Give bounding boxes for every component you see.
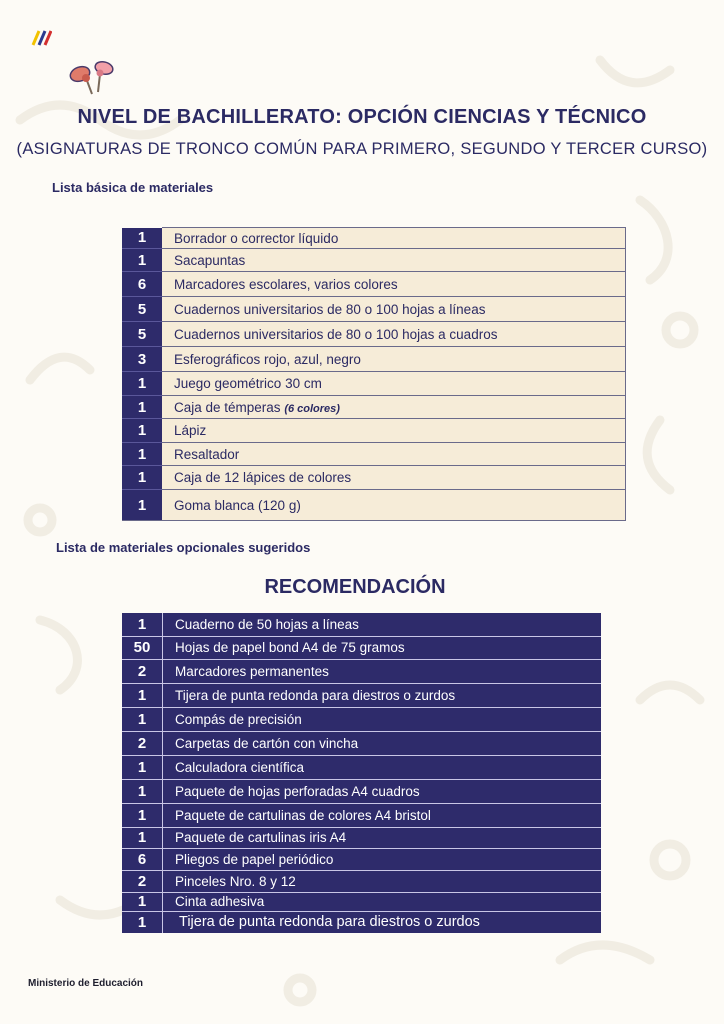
table-row [122, 272, 626, 297]
item-cell: Tijera de punta redonda para diestros o zurdos [163, 683, 602, 707]
quantity-cell: 2 [122, 731, 163, 755]
item-cell [162, 297, 626, 322]
quantity-cell: 3 [122, 347, 162, 372]
table-row [122, 683, 601, 707]
item-cell: Pinceles Nro. 8 y 12 [163, 870, 602, 892]
table-row [122, 419, 626, 443]
item-text: Marcadores escolares, varios colores [174, 276, 398, 292]
page-title: NIVEL DE BACHILLERATO: OPCIÓN CIENCIAS Y TÉCNICO [77, 106, 647, 128]
item-cell [162, 372, 626, 396]
quantity-cell: 1 [122, 613, 163, 636]
quantity-cell: 1 [122, 827, 163, 848]
item-cell [162, 443, 626, 466]
item-cell: Marcadores permanentes [163, 659, 602, 683]
table-row [122, 466, 626, 490]
table-row [122, 297, 626, 322]
item-cell [162, 272, 626, 297]
item-cell [162, 347, 626, 372]
item-text: Juego geométrico 30 cm [174, 376, 322, 391]
item-cell [162, 249, 626, 272]
table-row [122, 803, 601, 827]
item-text: Caja de témperas [174, 399, 281, 415]
item-text: Lápiz [174, 423, 207, 438]
item-cell [162, 396, 626, 419]
item-text: Resaltador [174, 446, 240, 462]
quantity-cell: 5 [122, 322, 162, 347]
quantity-cell: 1 [122, 911, 163, 933]
table-row [122, 636, 601, 659]
quantity-cell: 6 [122, 848, 163, 870]
quantity-cell: 1 [122, 466, 162, 490]
quantity-cell: 1 [122, 396, 162, 419]
item-cell [162, 466, 626, 490]
item-note: (6 colores) [284, 402, 340, 415]
optional-materials-table [122, 613, 601, 933]
item-text: Caja de 12 lápices de colores [174, 470, 352, 485]
item-cell [162, 322, 626, 347]
item-text: Sacapuntas [174, 252, 246, 268]
quantity-cell: 1 [122, 683, 163, 707]
item-cell: Calculadora científica [163, 755, 602, 779]
quantity-cell: 1 [122, 779, 163, 803]
item-text: Goma blanca (120 g) [174, 497, 301, 513]
quantity-cell: 1 [122, 419, 162, 443]
table-row [122, 892, 601, 911]
item-cell: Cinta adhesiva [163, 892, 602, 911]
item-cell: Hojas de papel bond A4 de 75 gramos [163, 636, 602, 659]
item-cell [162, 490, 626, 521]
basic-list-heading: Lista básica de materiales [52, 180, 214, 195]
quantity-cell: 50 [122, 636, 163, 659]
table-row [122, 659, 601, 683]
item-cell: Compás de precisión [163, 707, 602, 731]
table-row [122, 827, 601, 848]
table-row [122, 731, 601, 755]
quantity-cell: 6 [122, 272, 162, 297]
item-cell [162, 419, 626, 443]
table-row [122, 707, 601, 731]
table-row [122, 911, 601, 933]
item-text: Esferográficos rojo, azul, negro [174, 351, 361, 367]
page-subtitle: (ASIGNATURAS DE TRONCO COMÚN PARA PRIMERO, SEGUNDO Y TERCER CURSO) [16, 140, 708, 158]
quantity-cell: 1 [122, 755, 163, 779]
table-row [122, 613, 601, 636]
table-row [122, 372, 626, 396]
item-cell: Paquete de hojas perforadas A4 cuadros [163, 779, 602, 803]
quantity-cell: 2 [122, 659, 163, 683]
quantity-cell: 1 [122, 707, 163, 731]
item-cell: Pliegos de papel periódico [163, 848, 602, 870]
flag-stripes-icon [30, 30, 52, 46]
item-cell: Paquete de cartulinas iris A4 [163, 827, 602, 848]
quantity-cell: 1 [122, 892, 163, 911]
table-row [122, 396, 626, 419]
recommendation-title: RECOMENDACIÓN [264, 576, 446, 598]
table-row [122, 228, 626, 249]
item-cell [162, 228, 626, 249]
table-row [122, 779, 601, 803]
item-text: Borrador o corrector líquido [174, 230, 339, 246]
item-cell: Carpetas de cartón con vincha [163, 731, 602, 755]
table-row [122, 443, 626, 466]
quantity-cell: 1 [122, 443, 162, 466]
quantity-cell: 1 [122, 249, 162, 272]
item-cell: Tijera de punta redonda para diestros o zurdos [179, 914, 480, 931]
quantity-cell: 1 [122, 372, 162, 396]
quantity-cell: 1 [122, 803, 163, 827]
table-row [122, 322, 626, 347]
table-row [122, 347, 626, 372]
footer-ministry: Ministerio de Educación [28, 978, 144, 989]
item-text: Cuadernos universitarios de 80 o 100 hojas a cuadros [174, 326, 498, 342]
item-cell: Paquete de cartulinas de colores A4 bristol [163, 803, 602, 827]
table-row [122, 848, 601, 870]
quantity-cell: 1 [122, 228, 162, 249]
table-row [122, 755, 601, 779]
table-row [122, 249, 626, 272]
push-pins-icon [66, 56, 118, 100]
quantity-cell: 2 [122, 870, 163, 892]
quantity-cell: 5 [122, 297, 162, 322]
table-row [122, 870, 601, 892]
item-text: Cuadernos universitarios de 80 o 100 hojas a líneas [174, 301, 486, 317]
item-cell: Cuaderno de 50 hojas a líneas [163, 613, 602, 636]
quantity-cell: 1 [122, 490, 162, 521]
optional-list-heading: Lista de materiales opcionales sugeridos [56, 540, 311, 555]
table-row [122, 490, 626, 521]
basic-materials-table [122, 227, 626, 521]
